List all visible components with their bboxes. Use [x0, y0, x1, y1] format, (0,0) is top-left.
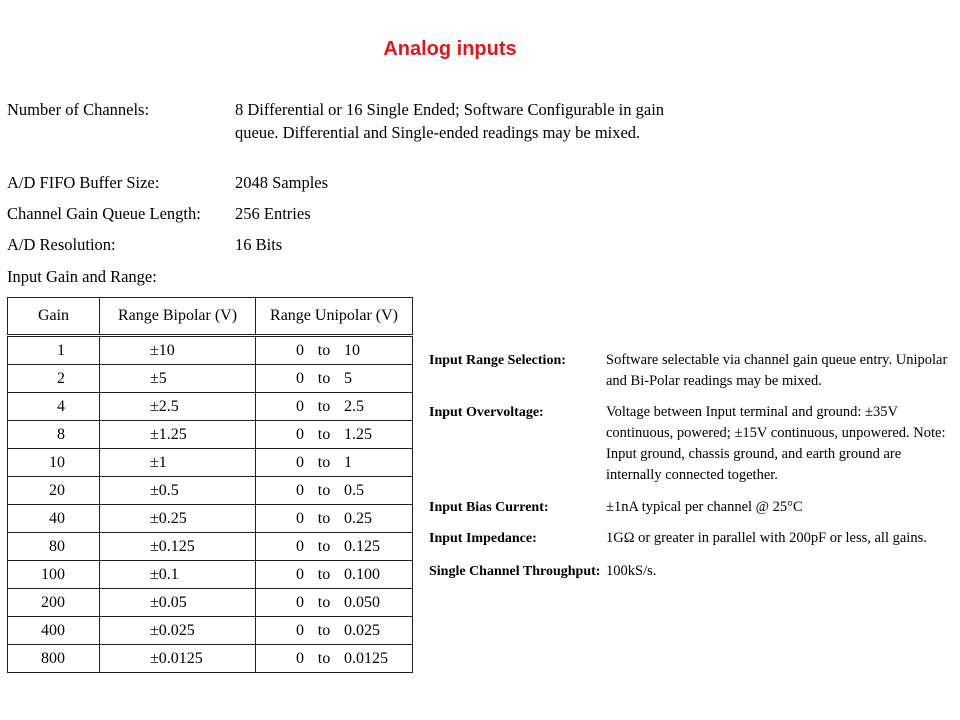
cell-range-bipolar: ±0.025	[100, 617, 256, 645]
cell-gain: 800	[8, 645, 100, 673]
cell-range-unipolar	[256, 477, 413, 505]
spec-value: 2048 Samples	[235, 173, 329, 192]
unipolar-min: 0	[296, 425, 304, 443]
unipolar-min: 0	[296, 453, 304, 471]
cell-gain: 400	[8, 617, 100, 645]
table-row	[8, 645, 413, 673]
cell-range-bipolar: ±1.25	[100, 421, 256, 449]
spec-input-range-selection	[429, 350, 949, 394]
table-row	[8, 449, 413, 477]
table-row	[8, 421, 413, 449]
cell-range-unipolar	[256, 421, 413, 449]
spec-label: A/D FIFO Buffer Size:	[7, 173, 160, 192]
spec-value: 100kS/s.	[606, 563, 657, 579]
cell-gain: 4	[8, 393, 100, 421]
unipolar-max: 1	[344, 453, 352, 471]
cell-range-unipolar	[256, 505, 413, 533]
table-row	[8, 533, 413, 561]
spec-single-channel-throughput	[429, 561, 949, 583]
unipolar-max: 0.125	[344, 537, 380, 555]
unipolar-to: to	[317, 341, 331, 359]
spec-label: Input Range Selection:	[429, 353, 566, 368]
unipolar-to: to	[317, 537, 331, 555]
unipolar-min: 0	[296, 537, 304, 555]
unipolar-to: to	[317, 621, 331, 639]
table-row	[8, 589, 413, 617]
unipolar-min: 0	[296, 509, 304, 527]
cell-range-unipolar	[256, 336, 413, 365]
unipolar-to: to	[317, 565, 331, 583]
cell-gain: 1	[8, 336, 100, 365]
cell-gain: 200	[8, 589, 100, 617]
unipolar-to: to	[317, 369, 331, 387]
spec-number-of-channels	[7, 98, 667, 168]
unipolar-max: 2.5	[344, 397, 364, 415]
cell-range-unipolar	[256, 561, 413, 589]
unipolar-to: to	[317, 593, 331, 611]
cell-gain: 10	[8, 449, 100, 477]
cell-range-bipolar: ±2.5	[100, 393, 256, 421]
spec-value: 1GΩ or greater in parallel with 200pF or less, all gains.	[606, 530, 927, 546]
cell-range-bipolar: ±1	[100, 449, 256, 477]
spec-label: Input Overvoltage:	[429, 405, 544, 420]
spec-label: Input Impedance:	[429, 531, 537, 546]
gain-section-label: Input Gain and Range:	[7, 267, 157, 286]
cell-gain: 80	[8, 533, 100, 561]
unipolar-max: 0.025	[344, 621, 380, 639]
table-row	[8, 477, 413, 505]
table-row	[8, 365, 413, 393]
cell-range-unipolar	[256, 393, 413, 421]
unipolar-min: 0	[296, 593, 304, 611]
spec-label: Number of Channels:	[7, 100, 150, 119]
spec-fifo-buffer	[7, 171, 667, 195]
unipolar-min: 0	[296, 649, 304, 667]
cell-range-bipolar: ±0.0125	[100, 645, 256, 673]
spec-value: Voltage between Input terminal and ground: ±35V continuous, powered; ±15V continuous, unpowered. Note: Input ground, chassis ground, and earth ground are internally connected together.	[606, 404, 946, 483]
unipolar-to: to	[317, 453, 331, 471]
unipolar-max: 0.25	[344, 509, 372, 527]
unipolar-max: 0.100	[344, 565, 380, 583]
header-range-bipolar: Range Bipolar (V)	[100, 298, 256, 336]
spec-value: 8 Differential or 16 Single Ended; Software Configurable in gain queue. Differential and Single-ended readings may be mixed.	[235, 100, 665, 142]
spec-gain-queue-length	[7, 202, 667, 226]
cell-gain: 20	[8, 477, 100, 505]
unipolar-to: to	[317, 481, 331, 499]
unipolar-max: 1.25	[344, 425, 372, 443]
unipolar-to: to	[317, 425, 331, 443]
unipolar-min: 0	[296, 397, 304, 415]
unipolar-min: 0	[296, 621, 304, 639]
unipolar-max: 0.0125	[344, 649, 388, 667]
unipolar-max: 5	[344, 369, 352, 387]
page-title: Analog inputs	[383, 38, 517, 60]
table-row	[8, 617, 413, 645]
spec-input-overvoltage	[429, 402, 949, 488]
spec-label: A/D Resolution:	[7, 235, 116, 254]
spec-value: 256 Entries	[235, 204, 311, 223]
table-header-row	[8, 298, 413, 336]
cell-range-unipolar	[256, 449, 413, 477]
unipolar-min: 0	[296, 565, 304, 583]
cell-range-unipolar	[256, 645, 413, 673]
table-row	[8, 505, 413, 533]
table-row	[8, 393, 413, 421]
unipolar-max: 10	[344, 341, 360, 359]
spec-ad-resolution	[7, 233, 667, 257]
unipolar-max: 0.050	[344, 593, 380, 611]
unipolar-to: to	[317, 397, 331, 415]
spec-label: Channel Gain Queue Length:	[7, 204, 201, 223]
table-row	[8, 336, 413, 365]
table-row	[8, 561, 413, 589]
cell-range-unipolar	[256, 365, 413, 393]
spec-input-impedance	[429, 528, 949, 550]
cell-range-bipolar: ±0.5	[100, 477, 256, 505]
spec-value: Software selectable via channel gain queue entry. Unipolar and Bi-Polar readings may be mixed.	[606, 352, 948, 389]
cell-gain: 100	[8, 561, 100, 589]
cell-range-unipolar	[256, 533, 413, 561]
cell-gain: 8	[8, 421, 100, 449]
spec-input-bias-current	[429, 497, 949, 519]
cell-range-unipolar	[256, 589, 413, 617]
spec-label: Input Bias Current:	[429, 500, 549, 515]
unipolar-min: 0	[296, 481, 304, 499]
spec-value: ±1nA typical per channel @ 25°C	[606, 499, 803, 515]
unipolar-min: 0	[296, 341, 304, 359]
cell-range-bipolar: ±0.05	[100, 589, 256, 617]
unipolar-min: 0	[296, 369, 304, 387]
unipolar-max: 0.5	[344, 481, 364, 499]
header-gain: Gain	[8, 298, 100, 336]
cell-range-bipolar: ±5	[100, 365, 256, 393]
gain-range-table	[7, 297, 413, 673]
header-range-unipolar: Range Unipolar (V)	[256, 298, 413, 336]
unipolar-to: to	[317, 649, 331, 667]
cell-range-unipolar	[256, 617, 413, 645]
cell-gain: 2	[8, 365, 100, 393]
spec-label: Single Channel Throughput:	[429, 564, 601, 579]
cell-range-bipolar: ±10	[100, 336, 256, 365]
cell-range-bipolar: ±0.25	[100, 505, 256, 533]
spec-value: 16 Bits	[235, 235, 283, 254]
cell-range-bipolar: ±0.125	[100, 533, 256, 561]
cell-range-bipolar: ±0.1	[100, 561, 256, 589]
cell-gain: 40	[8, 505, 100, 533]
unipolar-to: to	[317, 509, 331, 527]
